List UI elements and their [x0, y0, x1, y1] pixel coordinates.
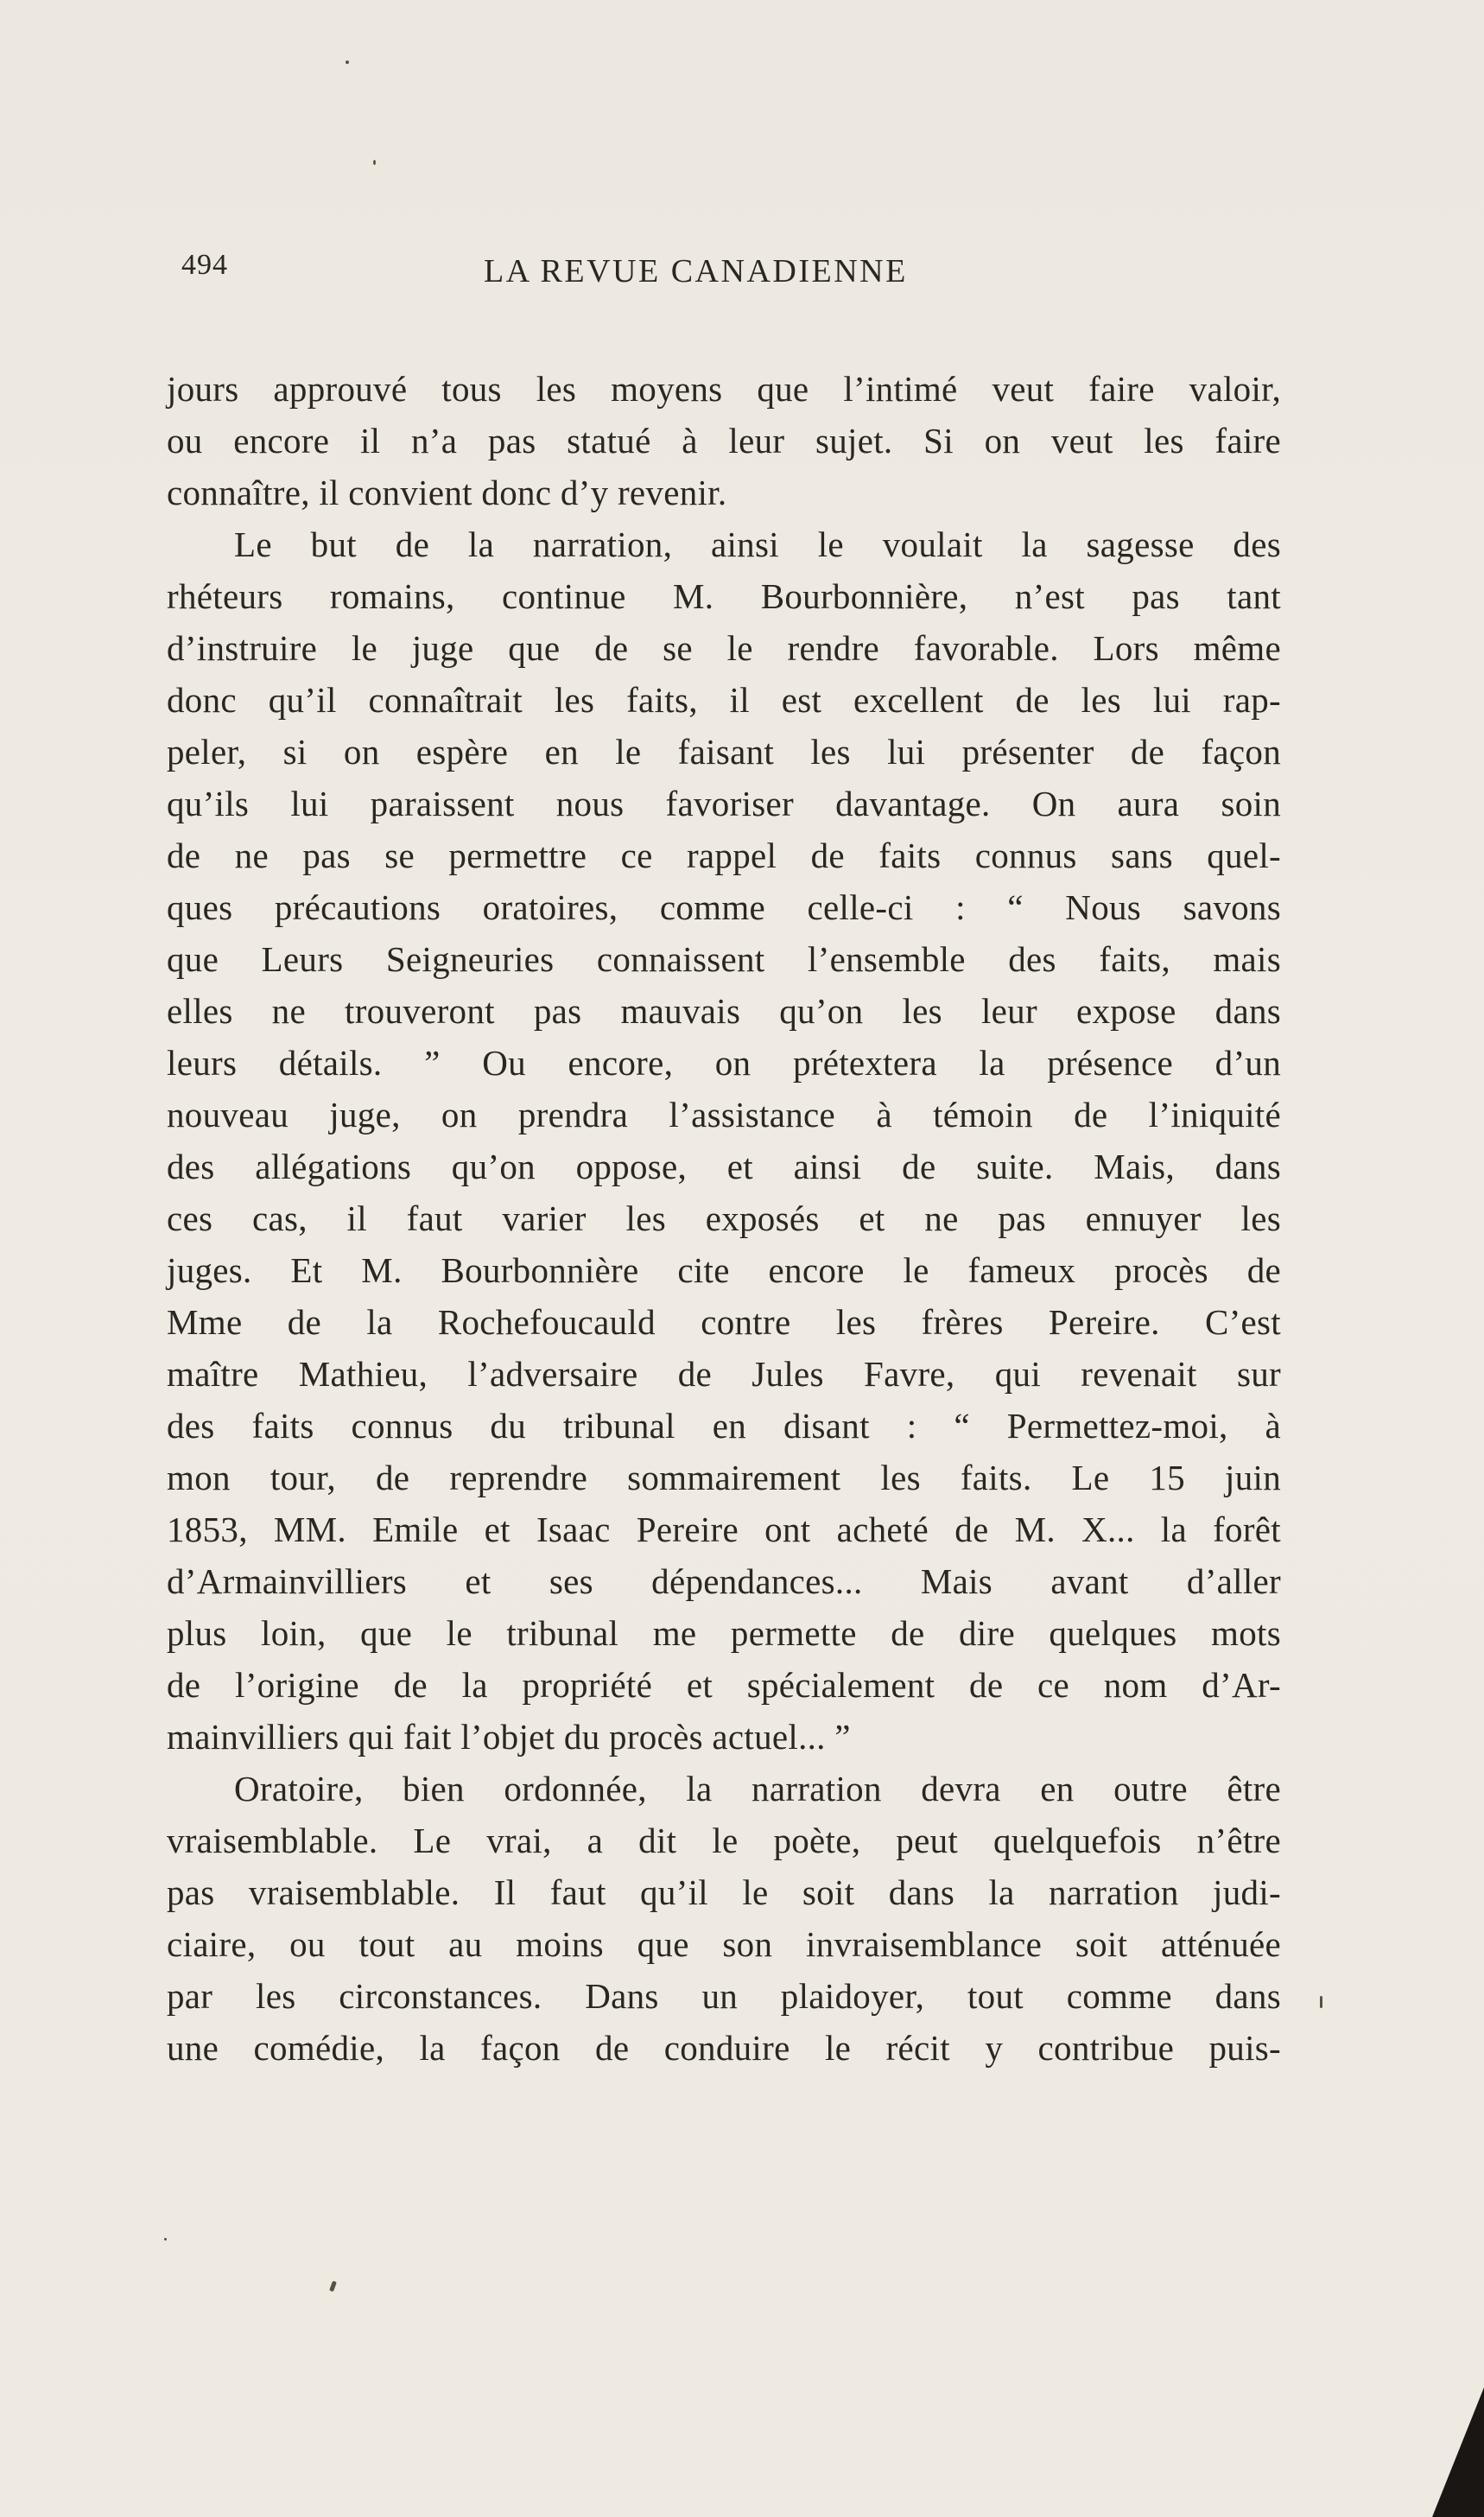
text-line: ques précautions oratoires, comme celle-ci : “ Nous savons	[167, 887, 1281, 927]
running-title: LA REVUE CANADIENNE	[484, 253, 908, 289]
ink-speck	[1320, 1996, 1322, 2008]
page-corner-shadow	[1432, 2387, 1484, 2517]
ink-speck	[164, 2238, 167, 2241]
text-line: vraisemblable. Le vrai, a dit le poète, peut quelquefois n’être	[167, 1821, 1281, 1860]
body-text	[167, 363, 1281, 2074]
text-line: ces cas, il faut varier les exposés et ne pas ennuyer les	[167, 1198, 1281, 1238]
text-line: Le but de la narration, ainsi le voulait la sagesse des	[234, 524, 1281, 564]
text-line: ou encore il n’a pas statué à leur sujet. Si on veut les faire	[167, 421, 1281, 461]
ink-speck	[329, 2281, 337, 2292]
ink-speck	[373, 160, 376, 165]
text-line: d’instruire le juge que de se le rendre favorable. Lors même	[167, 628, 1281, 668]
text-line: qu’ils lui paraissent nous favoriser davantage. On aura soin	[167, 784, 1281, 823]
text-line: de l’origine de la propriété et spécialement de ce nom d’Ar-	[167, 1665, 1281, 1705]
page-number: 494	[181, 249, 228, 281]
text-line: 1853, MM. Emile et Isaac Pereire ont acheté de M. X... la forêt	[167, 1510, 1281, 1549]
text-line: elles ne trouveront pas mauvais qu’on les leur expose dans	[167, 991, 1281, 1031]
page-header	[181, 249, 1304, 301]
text-line: Mme de la Rochefoucauld contre les frères Pereire. C’est	[167, 1302, 1281, 1342]
text-line: d’Armainvilliers et ses dépendances... Mais avant d’aller	[167, 1561, 1281, 1601]
text-line: que Leurs Seigneuries connaissent l’ensemble des faits, mais	[167, 939, 1281, 979]
text-line: pas vraisemblable. Il faut qu’il le soit dans la narration judi-	[167, 1872, 1281, 1912]
text-line: ciaire, ou tout au moins que son invraisemblance soit atténuée	[167, 1924, 1281, 1964]
text-line: mon tour, de reprendre sommairement les faits. Le 15 juin	[167, 1458, 1281, 1497]
ink-speck	[346, 60, 349, 64]
text-line: plus loin, que le tribunal me permette de dire quelques mots	[167, 1613, 1281, 1653]
text-line: des faits connus du tribunal en disant : “ Permettez-moi, à	[167, 1406, 1281, 1446]
text-line: une comédie, la façon de conduire le récit y contribue puis-	[167, 2028, 1281, 2068]
text-line: nouveau juge, on prendra l’assistance à témoin de l’iniquité	[167, 1095, 1281, 1135]
text-line: peler, si on espère en le faisant les lui présenter de façon	[167, 732, 1281, 772]
text-line: rhéteurs romains, continue M. Bourbonnière, n’est pas tant	[167, 576, 1281, 616]
text-line: maître Mathieu, l’adversaire de Jules Favre, qui revenait sur	[167, 1354, 1281, 1394]
text-line: leurs détails. ” Ou encore, on prétextera la présence d’un	[167, 1043, 1281, 1083]
text-line: de ne pas se permettre ce rappel de faits connus sans quel-	[167, 836, 1281, 875]
text-line: juges. Et M. Bourbonnière cite encore le fameux procès de	[167, 1250, 1281, 1290]
text-line: mainvilliers qui fait l’objet du procès actuel... ”	[167, 1717, 851, 1757]
text-line: jours approuvé tous les moyens que l’intimé veut faire valoir,	[167, 369, 1281, 409]
text-line: donc qu’il connaîtrait les faits, il est excellent de les lui rap-	[167, 680, 1281, 720]
text-line: connaître, il convient donc d’y revenir.	[167, 473, 727, 512]
text-line: par les circonstances. Dans un plaidoyer, tout comme dans	[167, 1976, 1281, 2016]
text-line: des allégations qu’on oppose, et ainsi de suite. Mais, dans	[167, 1147, 1281, 1186]
text-line: Oratoire, bien ordonnée, la narration devra en outre être	[234, 1769, 1281, 1808]
